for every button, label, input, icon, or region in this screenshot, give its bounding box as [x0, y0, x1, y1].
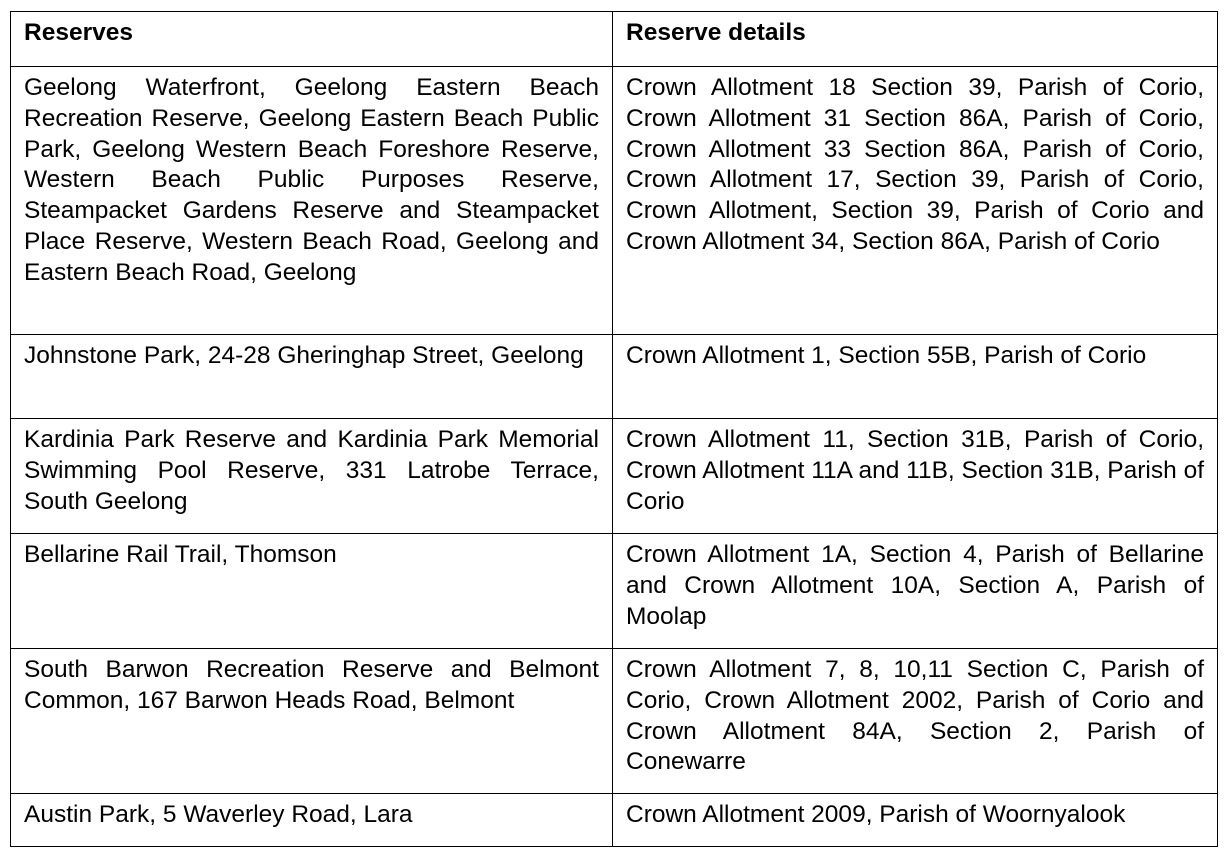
reserve-cell: Bellarine Rail Trail, Thomson: [11, 534, 613, 649]
table-row: [11, 67, 1218, 335]
reserves-table: [10, 11, 1218, 847]
reserve-cell: Geelong Waterfront, Geelong Eastern Beach Recreation Reserve, Geelong Eastern Beach Public Park, Geelong Western Beach Foreshore Reserve, Western Beach Public Purposes Reserve, Steampacket Gardens Reserve and Steampacket Place Reserve, Western Beach Road, Geelong and Eastern Beach Road, Geelong: [11, 67, 613, 335]
table-row: [11, 534, 1218, 649]
reserve-details-cell: Crown Allotment 18 Section 39, Parish of Corio, Crown Allotment 31 Section 86A, Parish of Corio, Crown Allotment 33 Section 86A, Parish of Corio, Crown Allotment 17, Section 39, Parish of Corio, Crown Allotment, Section 39, Parish of Corio and Crown Allotment 34, Section 86A, Parish of Corio: [613, 67, 1218, 335]
reserve-details-cell: Crown Allotment 7, 8, 10,11 Section C, Parish of Corio, Crown Allotment 2002, Parish of Corio and Crown Allotment 84A, Section 2, Parish of Conewarre: [613, 649, 1218, 794]
reserve-details-cell: Crown Allotment 1, Section 55B, Parish of Corio: [613, 335, 1218, 419]
reserve-cell: Austin Park, 5 Waverley Road, Lara: [11, 794, 613, 847]
reserve-details-cell: Crown Allotment 11, Section 31B, Parish of Corio, Crown Allotment 11A and 11B, Section 31B, Parish of Corio: [613, 419, 1218, 534]
reserve-cell: Kardinia Park Reserve and Kardinia Park Memorial Swimming Pool Reserve, 331 Latrobe Terrace, South Geelong: [11, 419, 613, 534]
reserve-cell: South Barwon Recreation Reserve and Belmont Common, 167 Barwon Heads Road, Belmont: [11, 649, 613, 794]
reserve-details-cell: Crown Allotment 2009, Parish of Woornyalook: [613, 794, 1218, 847]
table-row: [11, 419, 1218, 534]
header-reserves: Reserves: [11, 12, 613, 67]
table-header-row: [11, 12, 1218, 67]
reserve-details-cell: Crown Allotment 1A, Section 4, Parish of Bellarine and Crown Allotment 10A, Section A, Parish of Moolap: [613, 534, 1218, 649]
table-row: [11, 794, 1218, 847]
table-row: [11, 335, 1218, 419]
header-reserve-details: Reserve details: [613, 12, 1218, 67]
table-row: [11, 649, 1218, 794]
reserve-cell: Johnstone Park, 24-28 Gheringhap Street, Geelong: [11, 335, 613, 419]
